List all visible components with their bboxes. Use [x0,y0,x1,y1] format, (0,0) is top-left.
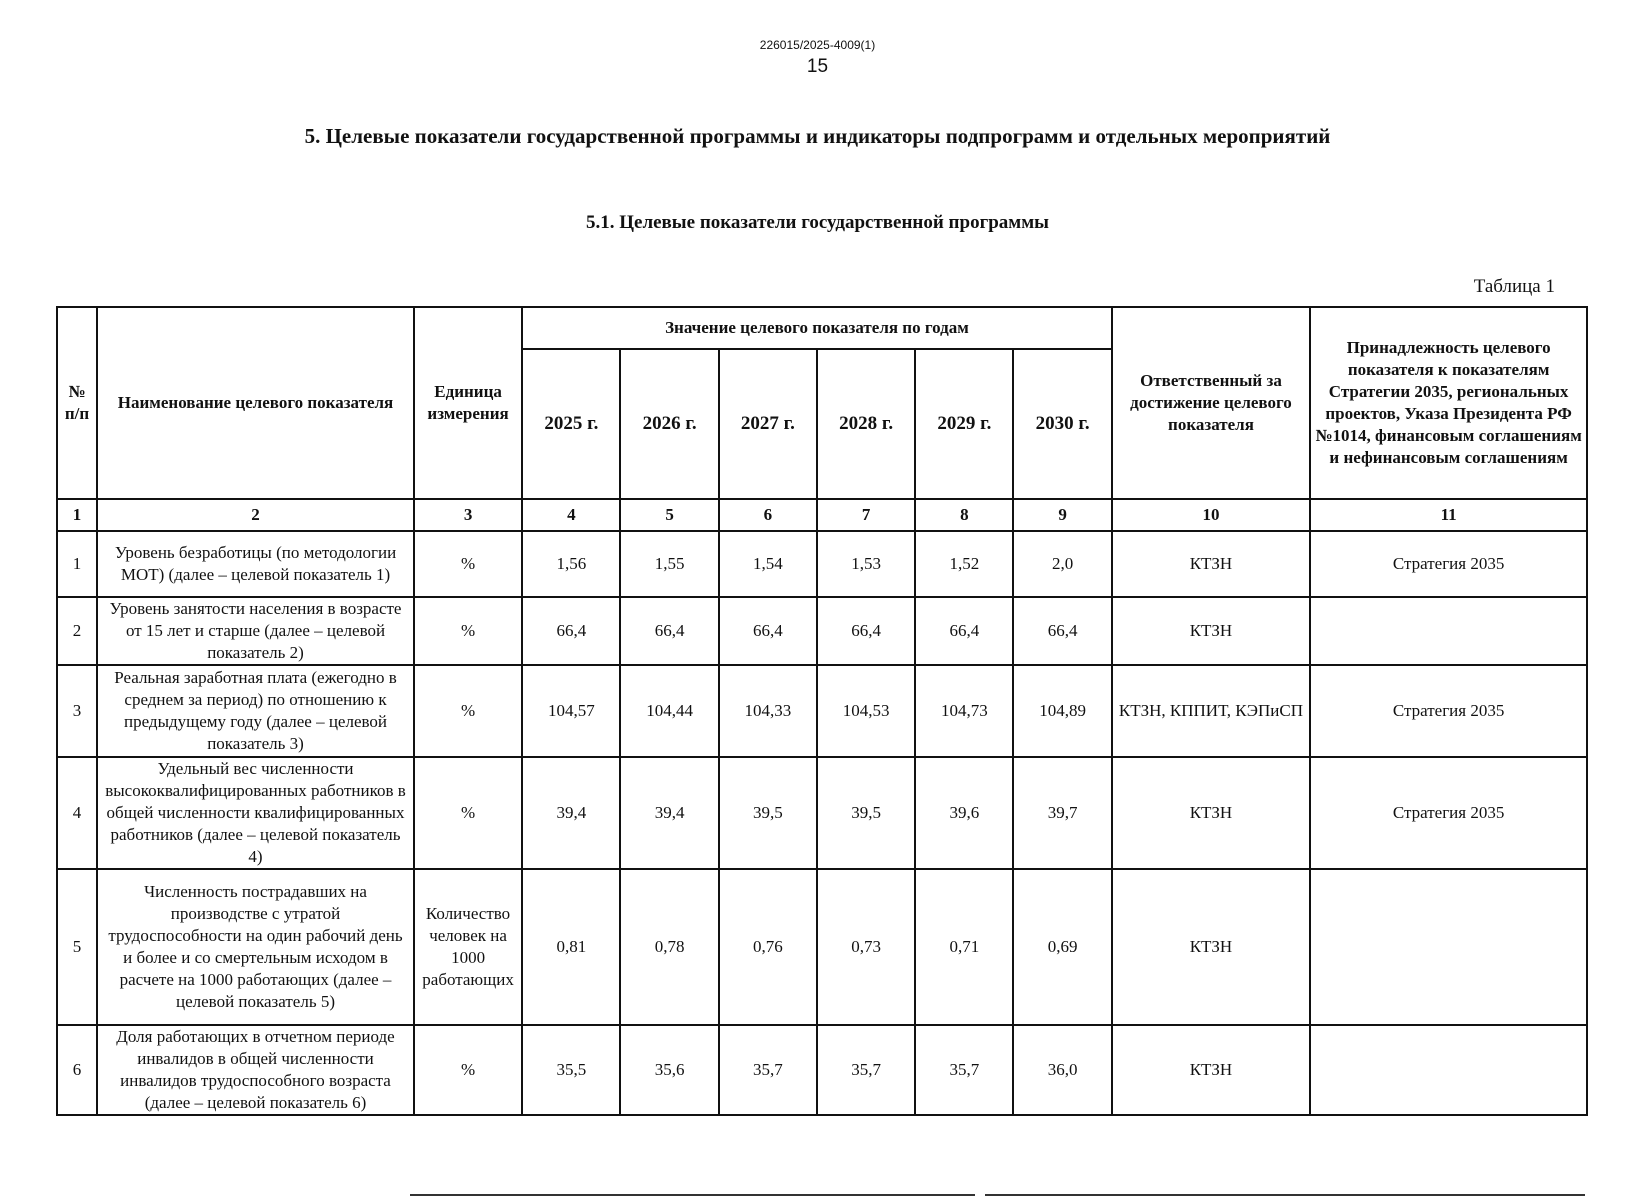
value-2026: 1,55 [620,531,718,597]
indicator-unit: % [414,757,522,869]
value-2025: 0,81 [522,869,620,1025]
value-2028: 66,4 [817,597,915,665]
table-row [57,531,1587,597]
header-year: 2029 г. [915,349,1013,499]
indicators-table [56,306,1588,1116]
value-2027: 35,7 [719,1025,817,1115]
column-number: 9 [1013,499,1111,531]
header-year: 2027 г. [719,349,817,499]
column-number: 6 [719,499,817,531]
column-number: 4 [522,499,620,531]
indicator-name: Численность пострадавших на производстве с утратой трудоспособности на один рабочий день и более и со смертельным исходом в расчете на 1000 работающих (далее – целевой показатель 5) [97,869,414,1025]
indicator-unit: Количество человек на 1000 работающих [414,869,522,1025]
header-year: 2026 г. [620,349,718,499]
value-2029: 35,7 [915,1025,1013,1115]
table-caption: Таблица 1 [1473,276,1555,297]
row-num: 5 [57,869,97,1025]
belonging [1310,869,1587,1025]
header-year: 2025 г. [522,349,620,499]
value-2028: 104,53 [817,665,915,757]
page-number: 15 [806,56,829,77]
value-2029: 104,73 [915,665,1013,757]
belonging: Стратегия 2035 [1310,757,1587,869]
value-2027: 66,4 [719,597,817,665]
header-year: 2030 г. [1013,349,1111,499]
value-2030: 36,0 [1013,1025,1111,1115]
value-2030: 2,0 [1013,531,1111,597]
value-2027: 104,33 [719,665,817,757]
column-number: 11 [1310,499,1587,531]
table-row [57,597,1587,665]
responsible: КТЗН [1112,869,1311,1025]
value-2025: 66,4 [522,597,620,665]
responsible: КТЗН [1112,597,1311,665]
value-2026: 66,4 [620,597,718,665]
value-2029: 66,4 [915,597,1013,665]
row-num: 4 [57,757,97,869]
value-2029: 1,52 [915,531,1013,597]
responsible: КТЗН [1112,757,1311,869]
header-responsible: Ответственный за достижение целевого показателя [1112,307,1311,499]
value-2026: 35,6 [620,1025,718,1115]
column-number: 10 [1112,499,1311,531]
header-num: № п/п [57,307,97,499]
header-unit: Единица измерения [414,307,522,499]
value-2030: 0,69 [1013,869,1111,1025]
value-2026: 39,4 [620,757,718,869]
belonging [1310,597,1587,665]
indicator-unit: % [414,597,522,665]
value-2026: 104,44 [620,665,718,757]
value-2028: 1,53 [817,531,915,597]
column-number: 3 [414,499,522,531]
value-2028: 39,5 [817,757,915,869]
belonging [1310,1025,1587,1115]
indicator-name: Реальная заработная плата (ежегодно в среднем за период) по отношению к предыдущему году (далее – целевой показатель 3) [97,665,414,757]
value-2030: 39,7 [1013,757,1111,869]
indicator-unit: % [414,1025,522,1115]
value-2030: 104,89 [1013,665,1111,757]
value-2025: 104,57 [522,665,620,757]
footer-rule [985,1194,1585,1196]
footer-rule [410,1194,975,1196]
document-number: 226015/2025-4009(1) [759,38,876,52]
indicator-name: Удельный вес численности высококвалифицированных работников в общей численности квалифицированных работников (далее – целевой показатель 4) [97,757,414,869]
header-belonging: Принадлежность целевого показателя к показателям Стратегии 2035, региональных проектов, Указа Президента РФ №1014, финансовым соглашениям и нефинансовым соглашениям [1310,307,1587,499]
section-title: 5. Целевые показатели государственной программы и индикаторы подпрограмм и отдельных мероприятий [304,124,1331,148]
value-2028: 0,73 [817,869,915,1025]
value-2027: 1,54 [719,531,817,597]
table-row [57,1025,1587,1115]
table-row [57,869,1587,1025]
column-number: 2 [97,499,414,531]
responsible: КТЗН [1112,531,1311,597]
header-years-group: Значение целевого показателя по годам [522,307,1112,349]
value-2026: 0,78 [620,869,718,1025]
column-number: 7 [817,499,915,531]
column-number: 8 [915,499,1013,531]
belonging: Стратегия 2035 [1310,531,1587,597]
value-2028: 35,7 [817,1025,915,1115]
value-2030: 66,4 [1013,597,1111,665]
responsible: КТЗН, КППИТ, КЭПиСП [1112,665,1311,757]
table-row [57,757,1587,869]
row-num: 2 [57,597,97,665]
value-2027: 39,5 [719,757,817,869]
belonging: Стратегия 2035 [1310,665,1587,757]
value-2029: 0,71 [915,869,1013,1025]
column-number: 1 [57,499,97,531]
header-name: Наименование целевого показателя [97,307,414,499]
row-num: 6 [57,1025,97,1115]
subsection-title: 5.1. Целевые показатели государственной программы [585,212,1049,233]
value-2029: 39,6 [915,757,1013,869]
indicator-unit: % [414,665,522,757]
indicator-name: Уровень занятости населения в возрасте от 15 лет и старше (далее – целевой показатель 2) [97,597,414,665]
indicator-name: Доля работающих в отчетном периоде инвалидов в общей численности инвалидов трудоспособного возраста (далее – целевой показатель 6) [97,1025,414,1115]
table-row [57,665,1587,757]
header-year: 2028 г. [817,349,915,499]
value-2025: 39,4 [522,757,620,869]
value-2025: 1,56 [522,531,620,597]
value-2025: 35,5 [522,1025,620,1115]
indicator-unit: % [414,531,522,597]
column-number: 5 [620,499,718,531]
row-num: 3 [57,665,97,757]
indicator-name: Уровень безработицы (по методологии МОТ) (далее – целевой показатель 1) [97,531,414,597]
row-num: 1 [57,531,97,597]
value-2027: 0,76 [719,869,817,1025]
responsible: КТЗН [1112,1025,1311,1115]
